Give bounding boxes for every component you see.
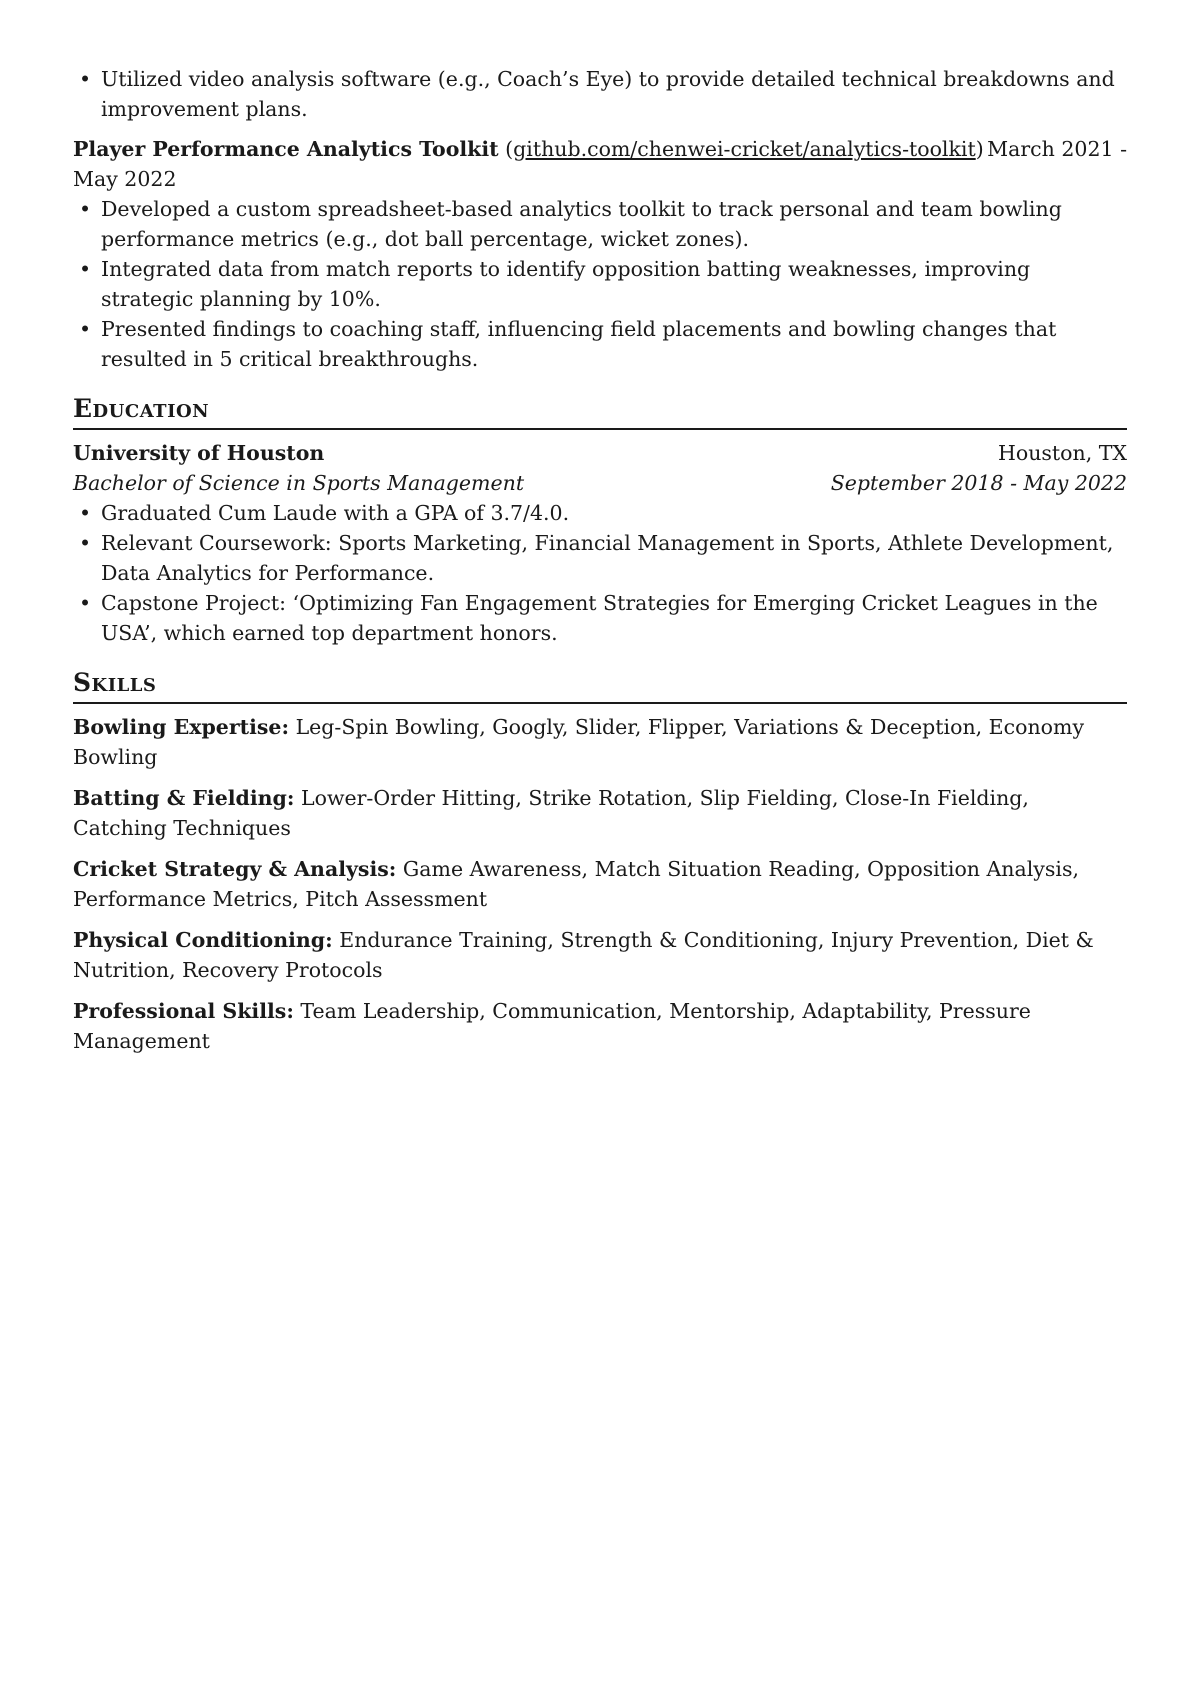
skill-label: Cricket Strategy & Analysis: [73,857,397,881]
project-bullets [73,194,1127,374]
skill-label: Physical Conditioning: [73,928,333,952]
bullet-item: • Utilized video analysis software (e.g., Coach’s Eye) to provide detailed technical breakdowns and improvement plans. [73,64,1127,124]
project-title: Player Performance Analytics Toolkit [73,137,499,161]
resume-page [73,64,1127,1056]
skill-label: Bowling Expertise: [73,715,290,739]
bullet-item: • Integrated data from match reports to identify opposition batting weaknesses, improving strategic planning by 10%. [73,254,1127,314]
skill-value: Game Awareness, Match Situation Reading, Opposition Analysis, Performance Metrics, Pitch Assessment [73,857,1079,911]
link-close-paren: ) [975,137,984,161]
education-heading: Education [73,392,1127,430]
education-school-row [73,438,1127,468]
skill-value: Leg-Spin Bowling, Googly, Slider, Flipper, Variations & Deception, Economy Bowling [73,715,1085,769]
school-name: University of Houston [73,441,325,465]
skill-line [73,925,1127,985]
bullet-item: • Graduated Cum Laude with a GPA of 3.7/4.0. [73,498,1127,528]
education-degree-row [73,468,1127,498]
skill-value: Lower-Order Hitting, Strike Rotation, Slip Fielding, Close-In Fielding, Catching Techniques [73,786,1029,840]
bullet-item: • Capstone Project: ‘Optimizing Fan Engagement Strategies for Emerging Cricket Leagues in the USA’, which earned top department honors. [73,588,1127,648]
previous-experience-bullets [73,64,1127,124]
education-dates: September 2018 - May 2022 [830,471,1127,495]
bullet-item: • Presented findings to coaching staff, influencing field placements and bowling changes that resulted in 5 critical breakthroughs. [73,314,1127,374]
skill-label: Batting & Fielding: [73,786,295,810]
school-location: Houston, TX [997,441,1127,465]
skill-line [73,854,1127,914]
skill-value: Team Leadership, Communication, Mentorship, Adaptability, Pressure Management [73,999,1031,1053]
project-date-end: May 2022 [73,167,177,191]
degree-name: Bachelor of Science in Sports Management [73,471,525,495]
bullet-item: • Relevant Coursework: Sports Marketing, Financial Management in Sports, Athlete Development, Data Analytics for Performance. [73,528,1127,588]
project-header [73,134,1127,164]
link-open-paren: ( [505,137,514,161]
project-link[interactable]: github.com/chenwei-cricket/analytics-toolkit [513,137,976,161]
skills-heading: Skills [73,666,1127,704]
project-heading [73,134,984,164]
skill-value: Endurance Training, Strength & Conditioning, Injury Prevention, Diet & Nutrition, Recovery Protocols [73,928,1094,982]
education-entry [73,438,1127,648]
skill-label: Professional Skills: [73,999,294,1023]
skill-line [73,996,1127,1056]
education-bullets [73,498,1127,648]
project-entry [73,134,1127,374]
project-date-start: March 2021 - [987,137,1127,161]
skills-list [73,712,1127,1056]
skill-line [73,783,1127,843]
bullet-item: • Developed a custom spreadsheet-based analytics toolkit to track personal and team bowling performance metrics (e.g., dot ball percentage, wicket zones). [73,194,1127,254]
skill-line [73,712,1127,772]
